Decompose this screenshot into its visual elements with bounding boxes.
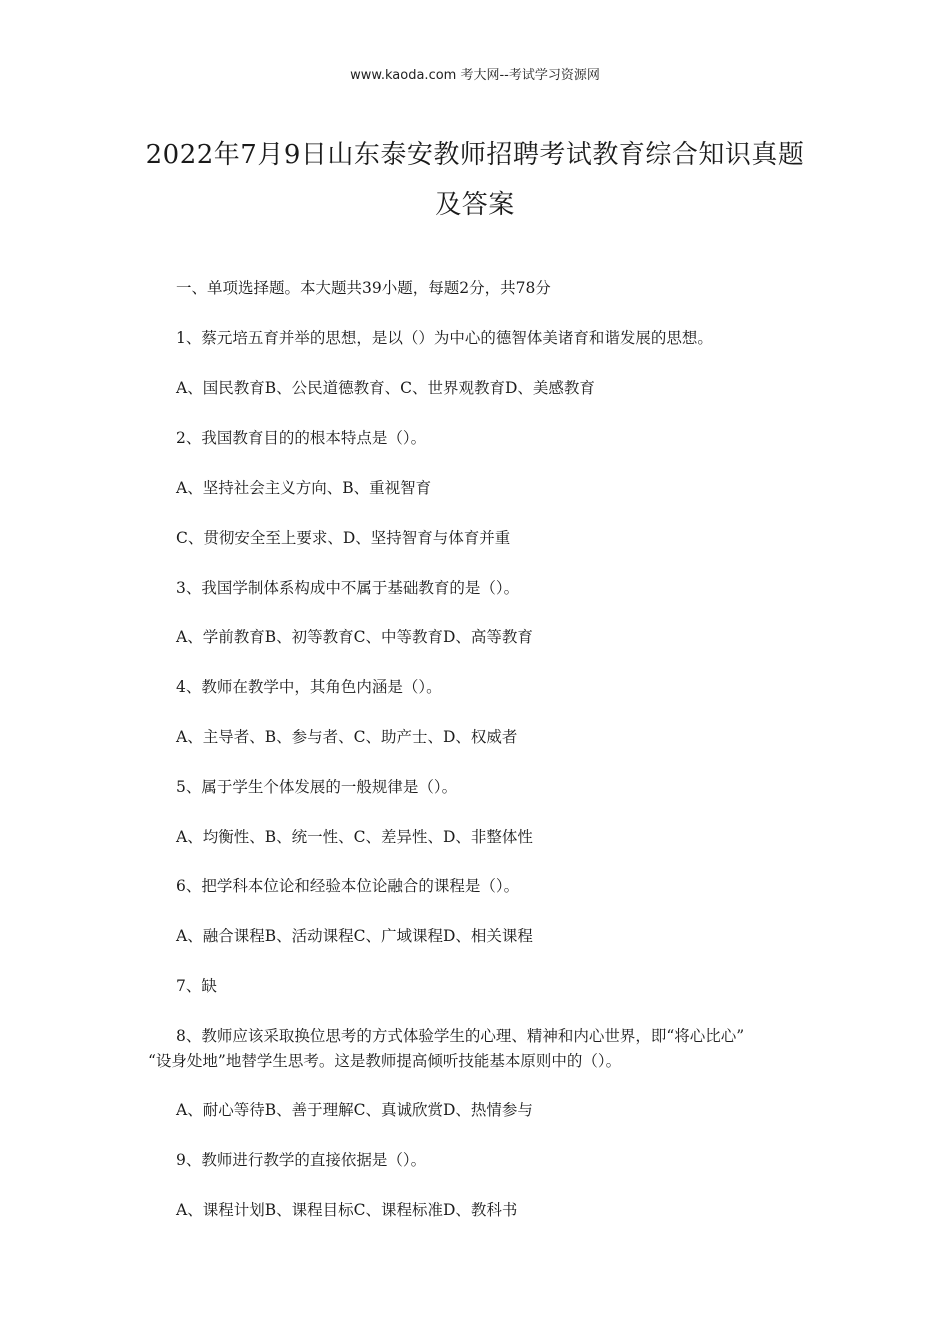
question-8-options: A、耐心等待B、善于理解C、真诚欣赏D、热情参与 [176, 1101, 533, 1119]
page-header-source: www.kaoda.com 考大网--考试学习资源网 [350, 68, 600, 83]
question-8-line-2: “设身处地”地替学生思考。这是教师提高倾听技能基本原则中的（）。 [148, 1052, 622, 1070]
question-1: 1、蔡元培五育并举的思想，是以（）为中心的德智体美诸育和谐发展的思想。 [176, 329, 713, 347]
question-7: 7、缺 [176, 977, 217, 995]
question-3-options: A、学前教育B、初等教育C、中等教育D、高等教育 [176, 628, 533, 646]
question-9: 9、教师进行教学的直接依据是（）。 [176, 1151, 427, 1169]
document-title-line-2: 及答案 [435, 190, 515, 220]
question-2: 2、我国教育目的的根本特点是（）。 [176, 429, 427, 447]
question-5-options: A、均衡性、B、统一性、C、差异性、D、非整体性 [176, 828, 533, 846]
question-9-options: A、课程计划B、课程目标C、课程标准D、教科书 [176, 1201, 518, 1219]
question-3: 3、我国学制体系构成中不属于基础教育的是（）。 [176, 579, 520, 597]
document-title-line-1: 2022年7月9日山东泰安教师招聘考试教育综合知识真题 [145, 140, 805, 170]
question-8-line-1: 8、教师应该采取换位思考的方式体验学生的心理、精神和内心世界，即“将心比心” [176, 1027, 745, 1045]
question-4: 4、教师在教学中，其角色内涵是（）。 [176, 678, 442, 696]
section-heading: 一、单项选择题。本大题共39小题，每题2分，共78分 [176, 279, 551, 297]
question-4-options: A、主导者、B、参与者、C、助产士、D、权威者 [176, 728, 518, 746]
question-6-options: A、融合课程B、活动课程C、广域课程D、相关课程 [176, 927, 533, 945]
question-6: 6、把学科本位论和经验本位论融合的课程是（）。 [176, 877, 520, 895]
question-1-options: A、国民教育B、公民道德教育、C、世界观教育D、美感教育 [176, 379, 595, 397]
question-2-options-b: C、贯彻安全至上要求、D、坚持智育与体育并重 [176, 529, 511, 547]
question-5: 5、属于学生个体发展的一般规律是（）。 [176, 778, 458, 796]
question-2-options-a: A、坚持社会主义方向、B、重视智育 [176, 479, 432, 497]
